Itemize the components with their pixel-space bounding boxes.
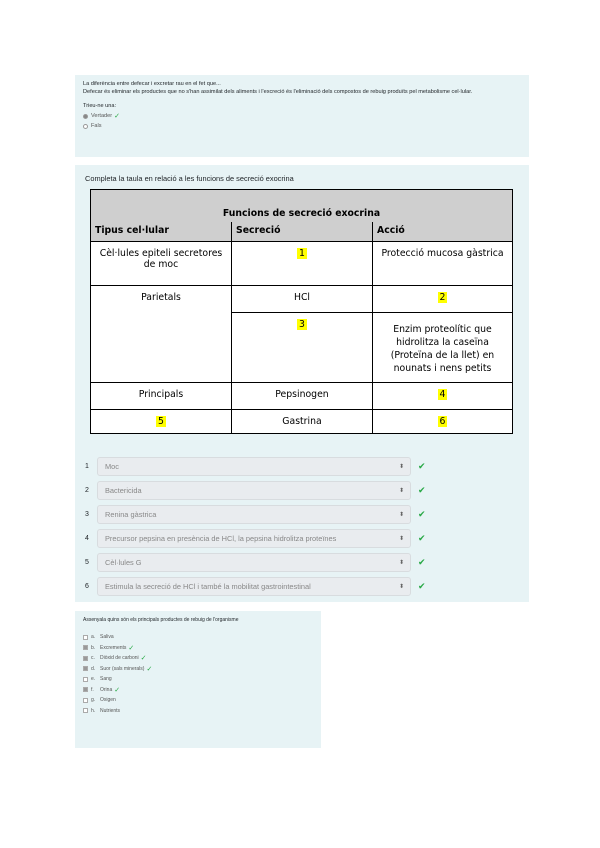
correct-check-icon: ✔ bbox=[418, 485, 426, 495]
cell-r4-secretion: Pepsinogen bbox=[232, 383, 373, 410]
option-true[interactable] bbox=[83, 112, 521, 120]
answer-number: 1 bbox=[85, 463, 89, 470]
choice-letter: a. bbox=[91, 634, 96, 641]
cell-r3-secretion bbox=[232, 313, 373, 383]
correct-check-icon: ✔ bbox=[418, 461, 426, 471]
checkbox-c[interactable] bbox=[83, 656, 88, 661]
checkbox-g[interactable] bbox=[83, 698, 88, 703]
cell-r5-secretion: Gastrina bbox=[232, 410, 373, 434]
cell-r2-action bbox=[373, 286, 513, 313]
answer-row-5 bbox=[85, 553, 426, 572]
choice-letter: e. bbox=[91, 676, 96, 683]
chevron-updown-icon: ⬍ bbox=[398, 584, 404, 590]
cell-r4-type: Principals bbox=[91, 383, 232, 410]
choice-label: Orina bbox=[100, 686, 113, 693]
question-3-card bbox=[75, 611, 321, 748]
secretion-table bbox=[90, 189, 513, 434]
choice-c[interactable] bbox=[83, 653, 313, 664]
checkbox-d[interactable] bbox=[83, 666, 88, 671]
choice-letter: g. bbox=[91, 697, 96, 704]
chevron-updown-icon: ⬍ bbox=[398, 560, 404, 566]
question-1-card bbox=[75, 75, 529, 157]
blank-1: 1 bbox=[299, 248, 305, 259]
question-3-text: Assenyala quins són els principals productes de rebuig de l'organisme bbox=[83, 617, 239, 623]
correct-check-icon: ✔ bbox=[418, 557, 426, 567]
cell-r5-type bbox=[91, 410, 232, 434]
cell-r1-type: Cèl·lules epiteli secretores de moc bbox=[91, 242, 232, 286]
correct-check-icon: ✓ bbox=[140, 655, 147, 663]
answer-number: 5 bbox=[85, 559, 89, 566]
cell-r4-action bbox=[373, 383, 513, 410]
choice-f[interactable] bbox=[83, 685, 313, 696]
cell-r2-type: Parietals bbox=[91, 286, 232, 383]
question-2-prompt: Completa la taula en relació a les funcions de secreció exocrina bbox=[85, 174, 294, 183]
answer-value: Renina gàstrica bbox=[105, 510, 157, 519]
answer-value: Precursor pepsina en presència de HCl, la pepsina hidrolitza proteïnes bbox=[105, 534, 337, 543]
correct-check-icon: ✔ bbox=[418, 581, 426, 591]
blank-2: 2 bbox=[439, 292, 446, 303]
blank-4: 4 bbox=[439, 389, 446, 400]
choice-label: Oxigen bbox=[100, 697, 116, 704]
answer-select-6[interactable] bbox=[97, 577, 411, 596]
choice-d[interactable] bbox=[83, 664, 313, 675]
table-title: Funcions de secreció exocrina bbox=[91, 190, 513, 222]
checkbox-e[interactable] bbox=[83, 677, 88, 682]
cell-r3-action: Enzim proteolític que hidrolitza la caseïna (Proteïna de la llet) en nounats i nens petits bbox=[373, 313, 513, 383]
choice-letter: h. bbox=[91, 707, 96, 714]
chevron-updown-icon: ⬍ bbox=[398, 464, 404, 470]
chevron-updown-icon: ⬍ bbox=[398, 488, 404, 494]
answer-row-1 bbox=[85, 457, 426, 476]
checkbox-a[interactable] bbox=[83, 635, 88, 640]
correct-check-icon: ✓ bbox=[114, 113, 121, 120]
answer-number: 2 bbox=[85, 487, 89, 494]
checkbox-f[interactable] bbox=[83, 687, 88, 692]
answer-value: Estimula la secreció de HCl i també la mobilitat gastrointestinal bbox=[105, 582, 311, 591]
option-false[interactable] bbox=[83, 123, 521, 129]
choice-g[interactable] bbox=[83, 695, 313, 706]
select-one-label: Trieu-ne una: bbox=[83, 103, 117, 109]
answer-row-6 bbox=[85, 577, 426, 596]
cell-r1-action: Protecció mucosa gàstrica bbox=[373, 242, 513, 286]
answer-select-3[interactable] bbox=[97, 505, 411, 524]
correct-check-icon: ✓ bbox=[114, 686, 121, 694]
chevron-updown-icon: ⬍ bbox=[398, 536, 404, 542]
answer-select-4[interactable] bbox=[97, 529, 411, 548]
checkbox-h[interactable] bbox=[83, 708, 88, 713]
chevron-updown-icon: ⬍ bbox=[398, 512, 404, 518]
option-false-label: Fals bbox=[91, 123, 102, 129]
blank-3: 3 bbox=[299, 319, 305, 330]
option-true-label: Vertader bbox=[91, 113, 113, 119]
answer-number: 4 bbox=[85, 535, 89, 542]
choice-label: Excrements bbox=[100, 644, 127, 651]
blank-6: 6 bbox=[439, 416, 446, 427]
blank-5: 5 bbox=[158, 416, 164, 427]
question-1-text: La diferència entre defecar i excretar rau en el fet que... bbox=[83, 81, 221, 87]
header-cell-type: Tipus cel·lular bbox=[91, 222, 232, 242]
correct-check-icon: ✔ bbox=[418, 533, 426, 543]
answer-value: Bactericida bbox=[105, 486, 142, 495]
cell-r2-secretion: HCl bbox=[232, 286, 373, 313]
choice-b[interactable] bbox=[83, 643, 313, 654]
choice-h[interactable] bbox=[83, 706, 313, 717]
cell-r5-action bbox=[373, 410, 513, 434]
choice-label: Sang bbox=[100, 676, 112, 683]
choice-letter: b. bbox=[91, 644, 96, 651]
answer-number: 3 bbox=[85, 511, 89, 518]
answer-row-4 bbox=[85, 529, 426, 548]
choice-e[interactable] bbox=[83, 674, 313, 685]
answer-value: Cèl·lules G bbox=[105, 558, 142, 567]
correct-check-icon: ✔ bbox=[418, 509, 426, 519]
choice-letter: c. bbox=[91, 655, 95, 662]
answer-value: Moc bbox=[105, 462, 119, 471]
correct-check-icon: ✓ bbox=[128, 644, 135, 652]
answer-select-1[interactable] bbox=[97, 457, 411, 476]
choice-label: Saliva bbox=[100, 634, 114, 641]
cell-r1-secretion bbox=[232, 242, 373, 286]
correct-check-icon: ✓ bbox=[146, 665, 153, 673]
choice-letter: d. bbox=[91, 665, 96, 672]
answer-row-3 bbox=[85, 505, 426, 524]
checkbox-b[interactable] bbox=[83, 645, 88, 650]
answer-number: 6 bbox=[85, 583, 89, 590]
answer-select-5[interactable] bbox=[97, 553, 411, 572]
question-1-statement: Defecar és eliminar els productes que no s'han assimilat dels aliments i l'excreció és l'eliminació dels compostos de rebuig produïts pel metabolisme cel·lular. bbox=[83, 89, 473, 95]
choice-label: Suor (sals minerals) bbox=[100, 665, 145, 672]
answer-select-2[interactable] bbox=[97, 481, 411, 500]
answer-row-2 bbox=[85, 481, 426, 500]
radio-true[interactable] bbox=[83, 114, 88, 119]
choice-a[interactable] bbox=[83, 632, 313, 643]
radio-false[interactable] bbox=[83, 124, 88, 129]
header-cell-secretion: Secreció bbox=[232, 222, 373, 242]
choice-label: Nutrients bbox=[100, 707, 121, 714]
header-cell-action: Acció bbox=[373, 222, 513, 242]
question-2-card bbox=[75, 165, 529, 602]
choice-label: Diòxid de carboni bbox=[100, 655, 139, 662]
choice-letter: f. bbox=[91, 686, 94, 693]
